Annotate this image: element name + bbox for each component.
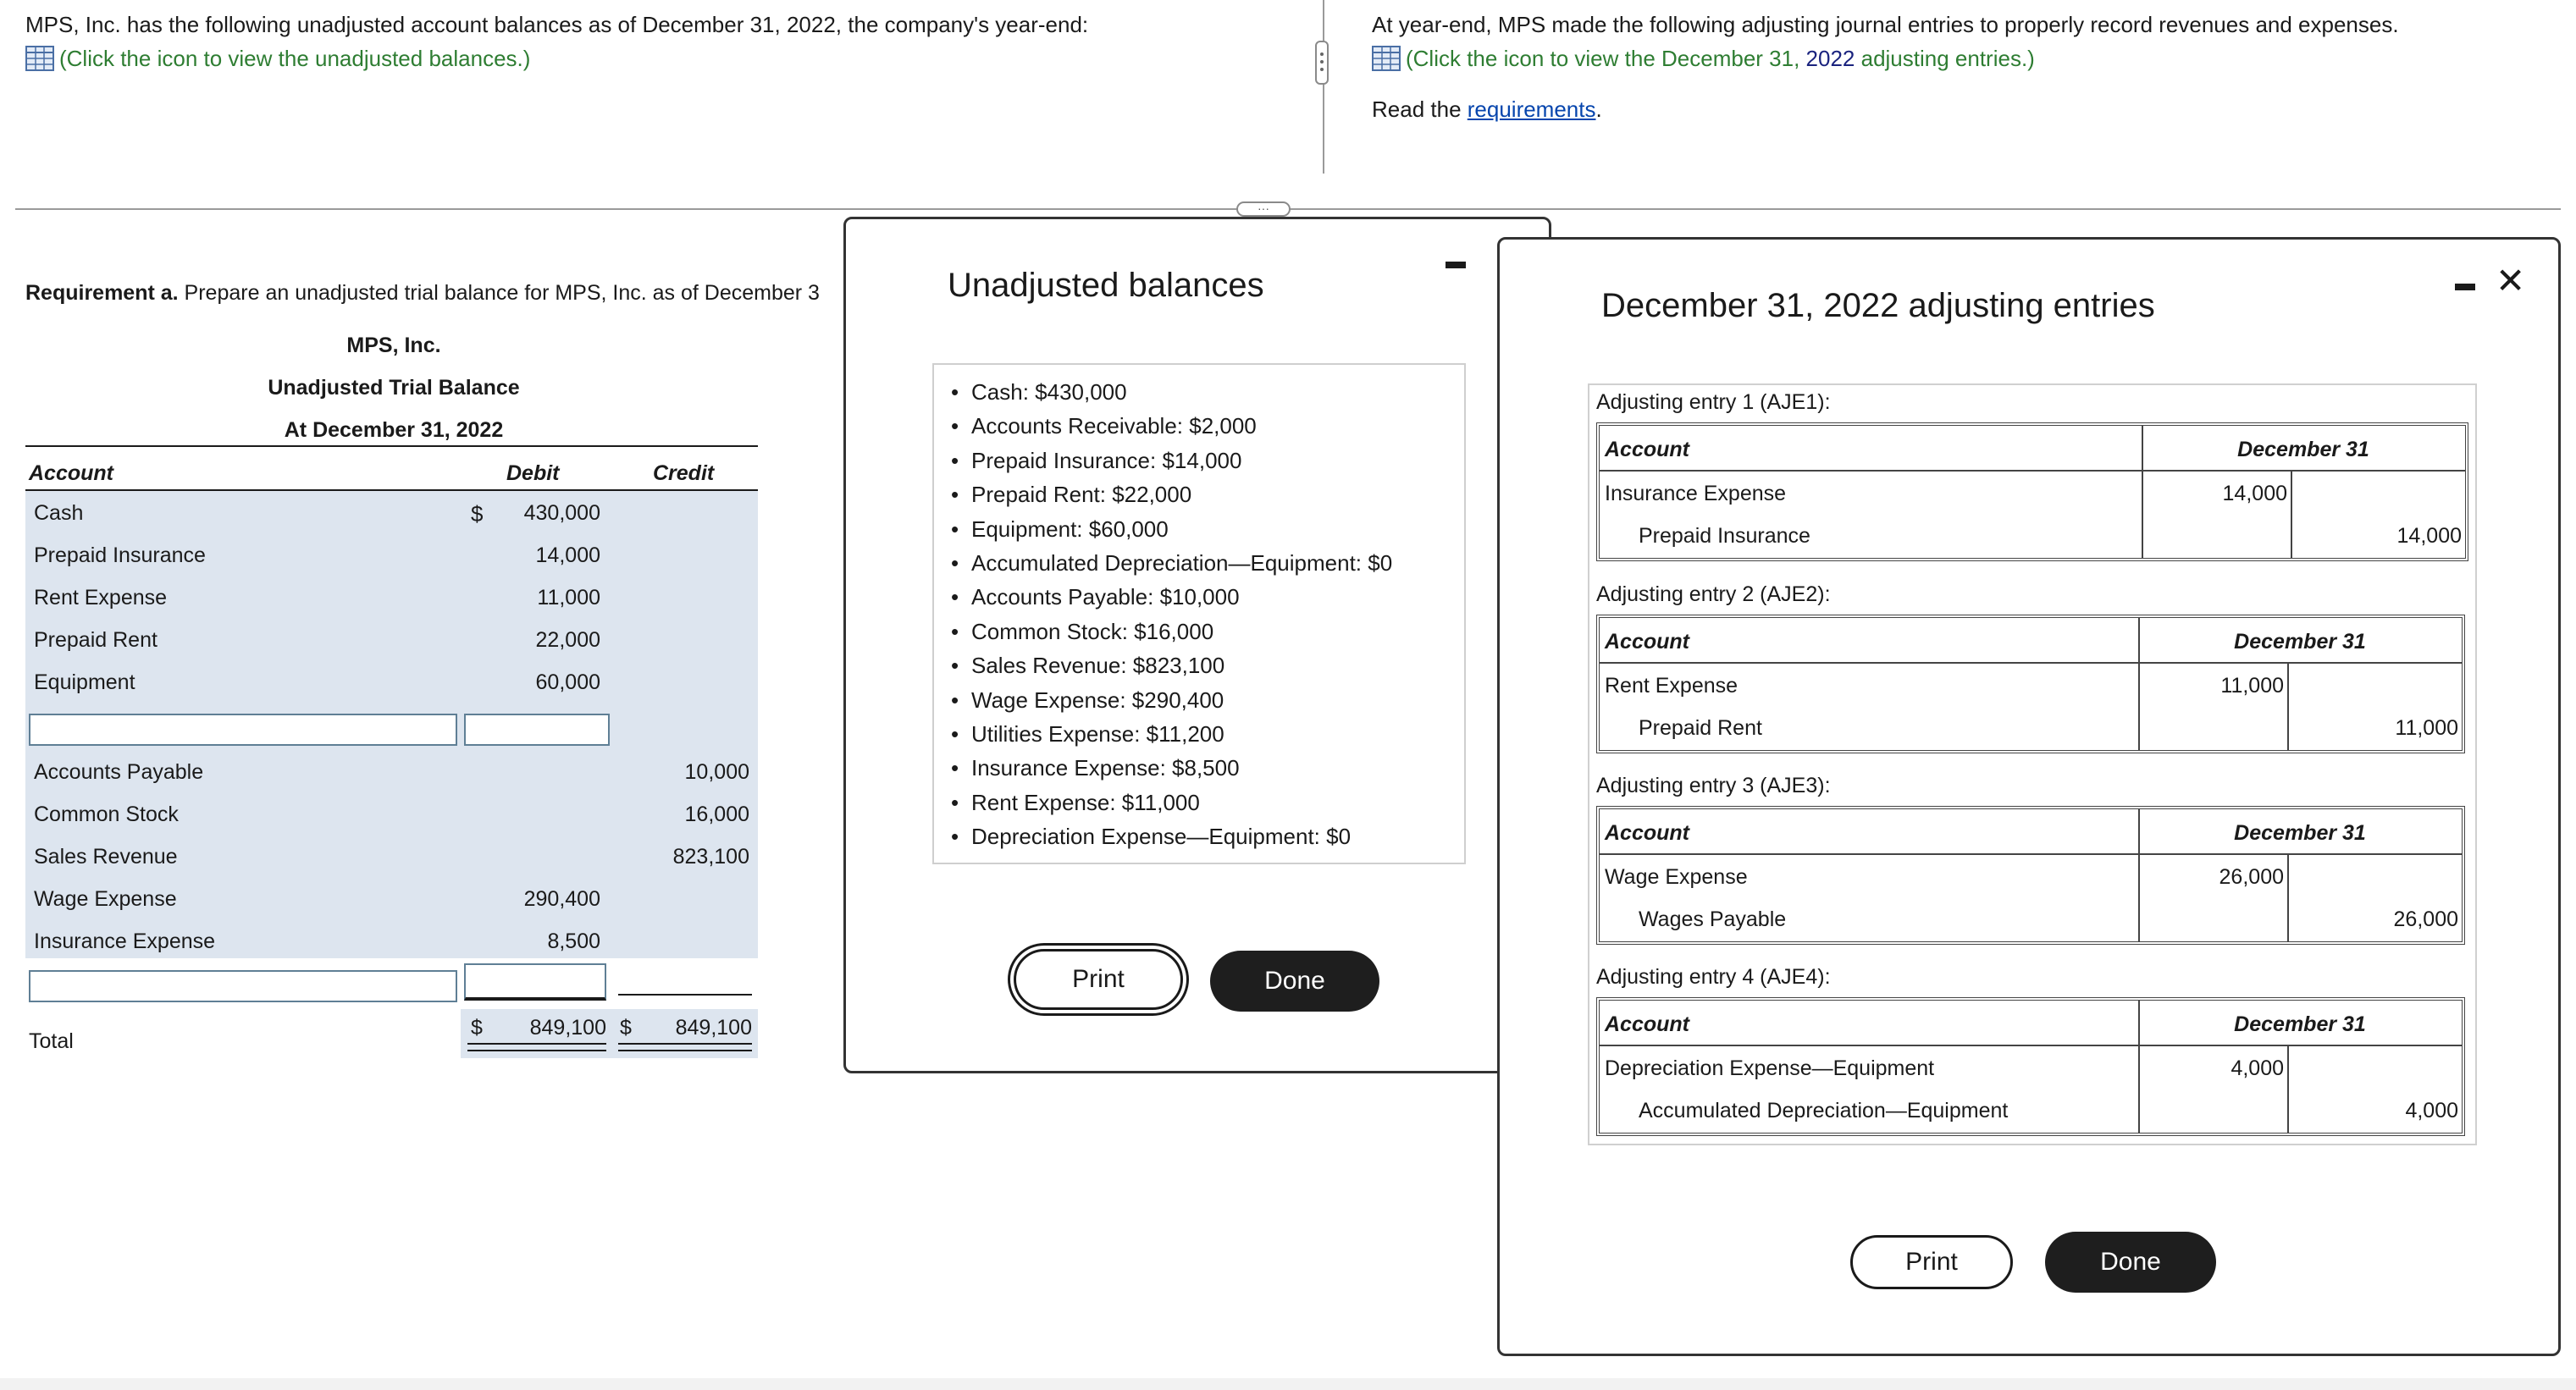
credit-amount: 14,000: [2396, 524, 2462, 548]
debit-amount: 11,000: [2220, 674, 2284, 698]
credit-account: Accumulated Depreciation—Equipment: [1639, 1099, 2009, 1122]
tb-total-label: Total: [29, 1029, 74, 1053]
tb-total-dollar: $: [471, 1016, 483, 1040]
unadjusted-balances-modal: [843, 217, 1551, 1073]
entry-col-account: Account: [1605, 821, 1689, 845]
tb-col-account: Account: [29, 461, 113, 485]
tb-credit-double-rule: [618, 1043, 752, 1051]
table-row: [25, 493, 758, 535]
table-row: [25, 662, 758, 704]
table-row: [25, 577, 758, 620]
requirement-a-text: [25, 281, 838, 306]
entry-col-account: Account: [1605, 438, 1689, 461]
entry-col-date: December 31: [2234, 630, 2366, 654]
debit-amount: 26,000: [2219, 865, 2284, 889]
table-row: [25, 752, 758, 794]
entry-col-account: Account: [1605, 1012, 1689, 1036]
vertical-divider: [1323, 0, 1324, 174]
tb-account: Accounts Payable: [34, 760, 204, 784]
modal-title: December 31, 2022 adjusting entries: [1601, 287, 2155, 324]
expand-ellipsis-button[interactable]: ···: [1236, 201, 1291, 217]
view-adjusting-entries-link[interactable]: [1372, 46, 2035, 72]
table-row: [25, 921, 758, 963]
tb-debit-input[interactable]: [464, 963, 606, 1001]
tb-dollar-sign: $: [471, 501, 484, 527]
tb-date: At December 31, 2022: [284, 418, 504, 442]
unadjusted-balances-list: [932, 363, 1466, 864]
table-row: [25, 620, 758, 662]
tb-account-input[interactable]: [29, 970, 457, 1002]
done-button[interactable]: Done: [1210, 951, 1379, 1012]
adjusting-intro-text: At year-end, MPS made the following adjusting journal entries to properly record revenues and expenses.: [1372, 12, 2399, 37]
list-item: • Equipment: $60,000: [971, 512, 1464, 546]
debit-account: Insurance Expense: [1605, 482, 1787, 505]
modal-title: Unadjusted balances: [948, 267, 1264, 304]
intro-text: MPS, Inc. has the following unadjusted account balances as of December 31, 2022, the company's year-end:: [25, 12, 1089, 37]
tb-credit: 16,000: [684, 803, 749, 826]
list-item: • Sales Revenue: $823,100: [971, 648, 1464, 682]
list-item: • Accounts Receivable: $2,000: [971, 409, 1464, 443]
tb-account: Common Stock: [34, 803, 179, 826]
adjusting-entries-modal: [1497, 237, 2561, 1356]
table-row: [25, 879, 758, 921]
done-button[interactable]: Done: [2045, 1232, 2216, 1293]
tb-debit-input[interactable]: [464, 714, 610, 746]
tb-debit: 11,000: [537, 586, 600, 610]
debit-amount: 4,000: [2231, 1056, 2284, 1080]
credit-amount: 11,000: [2395, 716, 2458, 740]
requirements-link[interactable]: requirements: [1467, 97, 1596, 122]
tb-debit: 22,000: [535, 628, 600, 652]
tb-debit: 430,000: [523, 501, 600, 525]
close-icon[interactable]: ✕: [2496, 261, 2526, 301]
tb-header-rule: [25, 445, 758, 447]
list-item: • Accumulated Depreciation—Equipment: $0: [971, 546, 1464, 580]
table-row: [25, 836, 758, 879]
print-button[interactable]: Print: [1850, 1235, 2013, 1289]
tb-credit-subtotal-rule: [618, 994, 752, 996]
journal-entry-table: [1596, 422, 2468, 561]
debit-amount: 14,000: [2222, 482, 2287, 505]
list-item: • Prepaid Rent: $22,000: [971, 477, 1464, 511]
tb-credit: 10,000: [684, 760, 749, 784]
journal-entry-table: [1596, 997, 2465, 1136]
list-item: • Utilities Expense: $11,200: [971, 717, 1464, 751]
entry-label: Adjusting entry 1 (AJE1):: [1596, 390, 1831, 414]
bottom-strip: [0, 1378, 2576, 1390]
minimize-icon[interactable]: [1446, 262, 1466, 268]
requirement-instruction: Prepare an unadjusted trial balance for MPS, Inc. as of December 3: [178, 281, 820, 305]
credit-account: Prepaid Rent: [1639, 716, 1762, 740]
table-row: [25, 535, 758, 577]
table-row: [25, 794, 758, 836]
credit-amount: 26,000: [2393, 907, 2458, 931]
link-text-post: adjusting entries.): [1855, 46, 2035, 71]
tb-account: Cash: [34, 501, 84, 525]
entries-container: [1588, 383, 2477, 1145]
entry-label: Adjusting entry 3 (AJE3):: [1596, 774, 1831, 797]
tb-account: Prepaid Insurance: [34, 543, 206, 567]
list-item: • Insurance Expense: $8,500: [971, 751, 1464, 785]
table-grid-icon: [25, 46, 54, 71]
print-button[interactable]: Print: [1014, 949, 1183, 1010]
tb-col-credit: Credit: [653, 461, 715, 485]
read-post: .: [1595, 97, 1602, 122]
debit-account: Rent Expense: [1605, 674, 1739, 698]
tb-account: Insurance Expense: [34, 929, 216, 953]
credit-account: Wages Payable: [1639, 907, 1787, 931]
journal-entry-table: [1596, 806, 2465, 945]
entry-col-date: December 31: [2234, 821, 2366, 845]
tb-debit: 290,400: [523, 887, 600, 911]
read-requirements-line: [1372, 97, 1602, 123]
tb-account: Sales Revenue: [34, 845, 178, 869]
tb-title: Unadjusted Trial Balance: [268, 376, 520, 400]
credit-account: Prepaid Insurance: [1639, 524, 1810, 548]
tb-credit: 823,100: [672, 845, 749, 869]
tb-total-dollar: $: [620, 1016, 632, 1040]
entry-col-date: December 31: [2234, 1012, 2366, 1036]
tb-col-debit: Debit: [506, 461, 560, 485]
tb-debit: 8,500: [547, 929, 600, 953]
credit-amount: 4,000: [2405, 1099, 2458, 1122]
tb-company-name: MPS, Inc.: [346, 334, 441, 357]
tb-account: Prepaid Rent: [34, 628, 158, 652]
link-text-year: 2022: [1805, 46, 1855, 71]
tb-debit: 60,000: [535, 670, 600, 694]
entry-label: Adjusting entry 4 (AJE4):: [1596, 965, 1831, 989]
link-text-pre: (Click the icon to view the December 31,: [1406, 46, 1806, 71]
panel-resize-handle[interactable]: [1315, 41, 1329, 85]
list-item: • Wage Expense: $290,400: [971, 683, 1464, 717]
entry-label: Adjusting entry 2 (AJE2):: [1596, 582, 1831, 606]
tb-account: Wage Expense: [34, 887, 177, 911]
tb-account: Equipment: [34, 670, 135, 694]
tb-debit: 14,000: [535, 543, 600, 567]
tb-total-credit: 849,100: [675, 1016, 752, 1040]
read-pre: Read the: [1372, 97, 1468, 122]
list-item: • Common Stock: $16,000: [971, 615, 1464, 648]
tb-account-input[interactable]: [29, 714, 457, 746]
entry-col-account: Account: [1605, 630, 1689, 654]
list-item: • Prepaid Insurance: $14,000: [971, 444, 1464, 477]
minimize-icon[interactable]: [2455, 284, 2475, 290]
list-item: • Cash: $430,000: [971, 375, 1464, 409]
view-unadjusted-balances-link[interactable]: [25, 46, 530, 72]
requirement-label: Requirement a.: [25, 281, 179, 305]
debit-account: Depreciation Expense—Equipment: [1605, 1056, 1935, 1080]
tb-total-debit: 849,100: [529, 1016, 606, 1040]
list-item: • Depreciation Expense—Equipment: $0: [971, 819, 1464, 853]
debit-account: Wage Expense: [1605, 865, 1748, 889]
tb-debit-double-rule: [467, 1043, 606, 1051]
tb-account: Rent Expense: [34, 586, 168, 610]
list-item: • Rent Expense: $11,000: [971, 786, 1464, 819]
list-item: • Accounts Payable: $10,000: [971, 580, 1464, 614]
entry-col-date: December 31: [2237, 438, 2369, 461]
journal-entry-table: [1596, 615, 2465, 753]
view-unadjusted-link-text: (Click the icon to view the unadjusted balances.): [59, 46, 531, 71]
table-grid-icon: [1372, 46, 1401, 71]
